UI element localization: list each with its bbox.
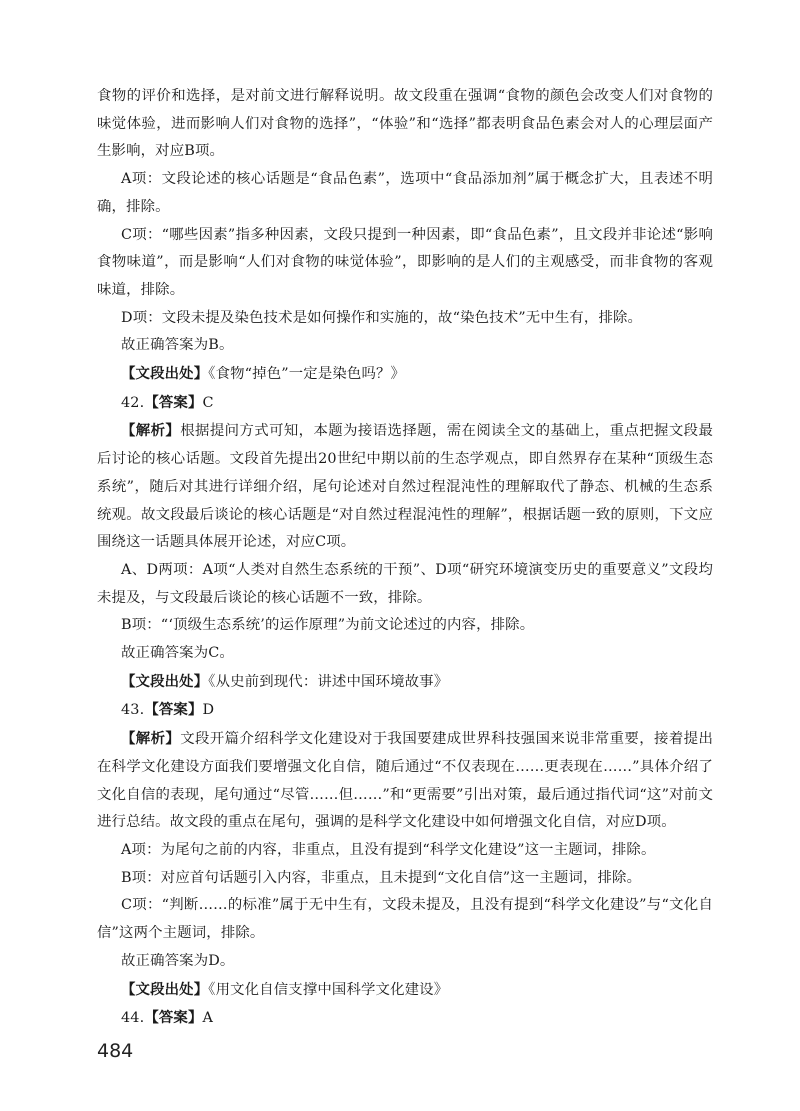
question-42-answer <box>97 389 713 418</box>
option-a-analysis: A项：文段论述的核心话题是“食品色素”，选项中“食品添加剂”属于概念扩大，且表述不明确，排除。 <box>97 171 713 215</box>
correct-answer-line: 故正确答案为D。 <box>121 952 235 969</box>
explanation-label: 【解析】 <box>121 422 181 440</box>
source-title: 《食物“掉色”一定是染色吗？》 <box>208 366 406 383</box>
question-42-explanation <box>97 417 713 557</box>
explanation-label: 【解析】 <box>121 730 181 748</box>
page-number: 484 <box>97 1040 134 1062</box>
answer-value: C <box>202 394 214 411</box>
source-label: 【文段出处】 <box>121 980 209 998</box>
source-line <box>97 360 713 389</box>
source-line <box>97 976 713 1005</box>
explanation-text: 根据提问方式可知，本题为接语选择题，需在阅读全文的基础上，重点把握文段最后讨论的核心话题。文段首先提出20世纪中期以前的生态学观点，即自然界存在某种“顶级生态系统”，随后对其进行详细介绍，尾句论述对自然过程混沌性的理解取代了静态、机械的生态系统观。故文段最后谈论的核心话题是“对自然过程混沌性的理解”，根据话题一致的原则，下文应围绕这一话题具体展开论述，对应C项。 <box>97 423 713 551</box>
correct-answer-line: 故正确答案为B。 <box>121 337 234 354</box>
answer-value: A <box>202 1010 214 1027</box>
paragraph: 食物的评价和选择，是对前文进行解释说明。故文段重在强调“食物的颜色会改变人们对食物的味觉体验，进而影响人们对食物的选择”，“体验”和“选择”都表明食品色素会对人的心理层面产生影响，对应B项。 <box>97 88 713 160</box>
answer-label: 【答案】 <box>144 393 203 411</box>
question-43-answer <box>97 696 713 725</box>
option-b-analysis: B项：对应首句话题引入内容，非重点，且未提到“文化自信”这一主题词，排除。 <box>121 869 642 886</box>
option-b-analysis: B项：“‘顶级生态系统’的运作原理”为前文论述过的内容，排除。 <box>121 617 535 634</box>
source-title: 《用文化自信支撑中国科学文化建设》 <box>208 981 449 998</box>
source-line <box>97 668 713 697</box>
source-label: 【文段出处】 <box>121 365 209 383</box>
source-label: 【文段出处】 <box>121 672 209 690</box>
explanation-text: 文段开篇介绍科学文化建设对于我国要建成世界科技强国来说非常重要，接着提出在科学文化建设方面我们要增强文化自信，随后通过“不仅表现在……更表现在……”具体介绍了文化自信的表现，尾句通过“尽管……但……”和“更需要”引出对策，最后通过指代词“这”对前文进行总结。故文段的重点在尾句，强调的是科学文化建设中如何增强文化自信，对应D项。 <box>97 731 713 831</box>
question-43-explanation <box>97 725 713 837</box>
option-ad-analysis: A、D两项：A项“人类对自然生态系统的干预”、D项“研究环境演变历史的重要意义”文段均未提及，与文段最后谈论的核心话题不一致，排除。 <box>97 561 713 606</box>
option-d-analysis: D项：文段未提及染色技术是如何操作和实施的，故“染色技术”无中生有，排除。 <box>121 309 643 326</box>
question-number: 44. <box>121 1010 145 1027</box>
answer-label: 【答案】 <box>144 701 203 719</box>
option-a-analysis: A项：为尾句之前的内容，非重点，且没有提到“科学文化建设”这一主题词，排除。 <box>121 841 656 858</box>
option-c-analysis: C项：“哪些因素”指多种因素，文段只提到一种因素，即“食品色素”，且文段并非论述“影响食物味道”，而是影响“人们对食物的味觉体验”，即影响的是人们的主观感受，而非食物的客观味道，排除。 <box>97 226 713 298</box>
source-title: 《从史前到现代：讲述中国环境故事》 <box>208 673 449 690</box>
answer-value: D <box>202 702 215 719</box>
option-c-analysis: C项：“判断……的标准”属于无中生有，文段未提及，且没有提到“科学文化建设”与“文化自信”这两个主题词，排除。 <box>97 897 713 942</box>
question-number: 43. <box>121 702 145 719</box>
question-number: 42. <box>121 394 145 411</box>
question-44-answer <box>97 1004 713 1033</box>
page-body <box>97 83 713 1033</box>
correct-answer-line: 故正确答案为C。 <box>121 645 234 662</box>
answer-label: 【答案】 <box>144 1009 203 1027</box>
